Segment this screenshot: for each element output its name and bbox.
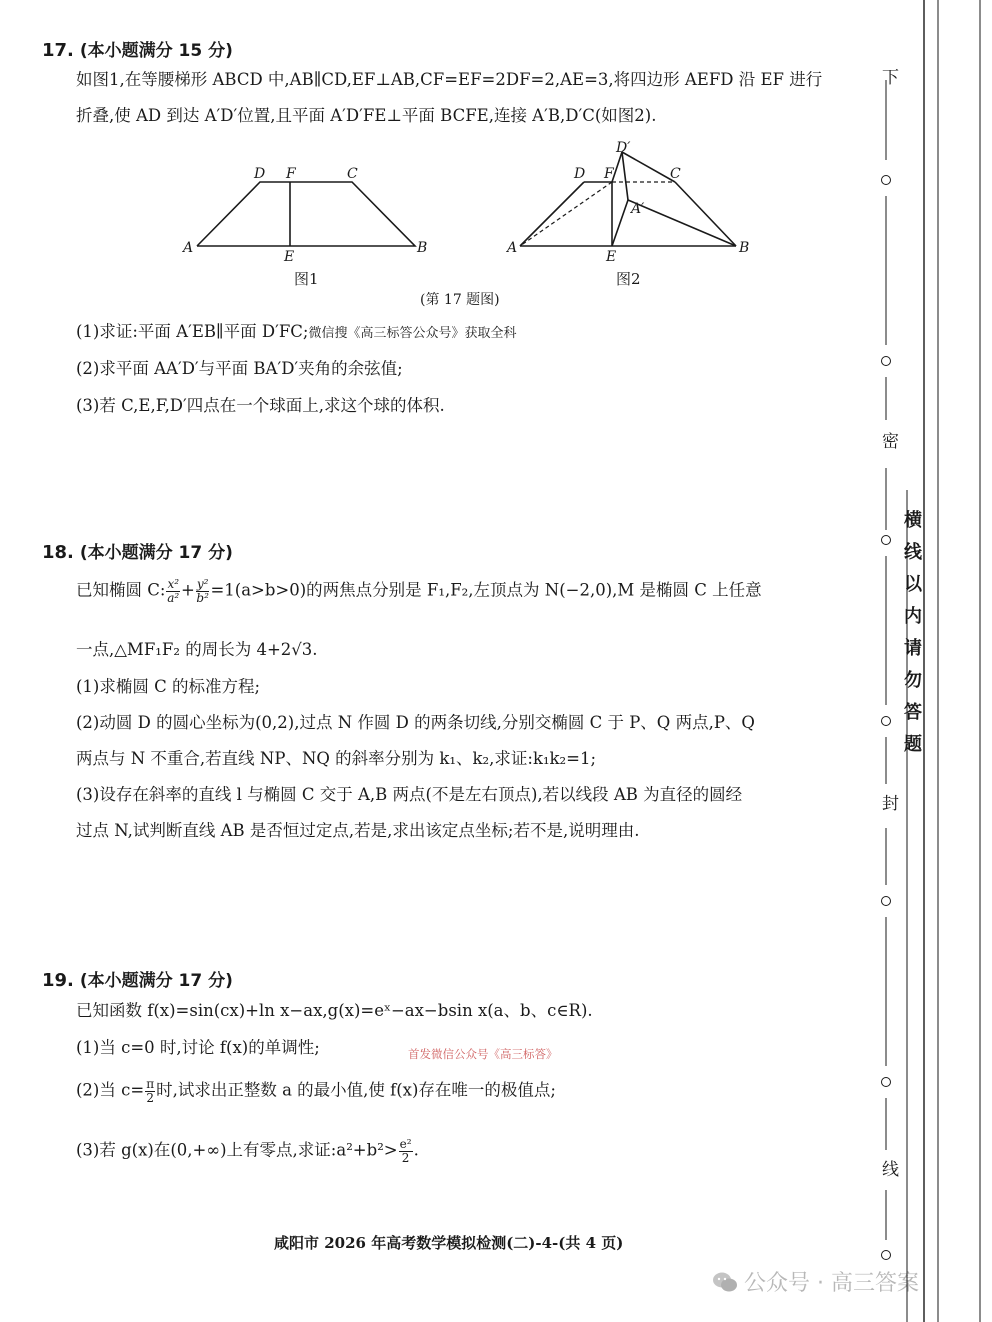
q19-part2-start: (2)当 c= xyxy=(76,1080,145,1100)
q18-part2-line2: 两点与 N 不重合,若直线 NP、NQ 的斜率分别为 k₁、k₂,求证:k₁k₂=1; xyxy=(76,749,597,768)
q17-figure-caption: (第 17 题图) xyxy=(420,292,500,308)
q18-part2-line1: (2)动圆 D 的圆心坐标为(0,2),过点 N 作圆 D 的两条切线,分别交椭圆 C 于 P、Q 两点,P、Q xyxy=(76,713,755,732)
q18-frac-y-top: y² xyxy=(196,577,209,591)
q18-line1-end: =1(a>b>0)的两焦点分别是 F₁,F₂,左顶点为 N(−2,0),M 是椭圆 C 上任意 xyxy=(210,580,762,600)
q18-points: (本小题满分 17 分) xyxy=(79,543,233,563)
q19-part3-frac-top: e² xyxy=(399,1137,412,1151)
q17-number: 17. xyxy=(42,40,74,61)
q19-part1: (1)当 c=0 时,讨论 f(x)的单调性; xyxy=(76,1038,320,1057)
q17-part1-text: (1)求证:平面 A′EB∥平面 D′FC; xyxy=(76,322,309,341)
fig1-label-B: B xyxy=(417,240,428,256)
fig1-label-F: F xyxy=(286,166,296,182)
fig2-label-A: A xyxy=(507,240,518,256)
fig1-label-D: D xyxy=(254,166,266,182)
q19-part3-start: (3)若 g(x)在(0,+∞)上有零点,求证:a²+b²> xyxy=(76,1140,398,1160)
q19-part2-end: 时,试求出正整数 a 的最小值,使 f(x)存在唯一的极值点; xyxy=(156,1080,556,1100)
fig2-label-Aprime: A′ xyxy=(631,201,645,217)
q19-line1: 已知函数 f(x)=sin(cx)+ln x−ax,g(x)=eˣ−ax−bsin x(a、b、c∈R). xyxy=(76,1001,593,1020)
q19-heading xyxy=(42,966,233,991)
q18-frac-x-bot: a² xyxy=(167,590,180,605)
q19-points: (本小题满分 17 分) xyxy=(79,971,233,991)
binding-char-xian: 线 xyxy=(878,1160,898,1177)
q18-part3-line2: 过点 N,试判断直线 AB 是否恒过定点,若是,求出该定点坐标;若不是,说明理由. xyxy=(76,821,640,840)
q19-part3-frac xyxy=(399,1138,413,1164)
q19-part2-frac-bot: 2 xyxy=(146,1090,154,1105)
q17-part1-note: 微信搜《高三标答公众号》获取全科 xyxy=(308,326,517,341)
binding-char-feng: 封 xyxy=(878,794,898,811)
q17-figure-2 xyxy=(500,138,762,264)
binding-char-mi: 密 xyxy=(878,432,898,449)
q18-frac-y xyxy=(196,578,210,604)
page-footer: 咸阳市 2026 年高考数学模拟检测(二)-4-(共 4 页) xyxy=(274,1234,624,1252)
q17-figure-1 xyxy=(180,162,430,264)
q19-part3-frac-bot: 2 xyxy=(401,1150,410,1165)
q19-part2-frac xyxy=(145,1078,155,1104)
q19-red-note: 首发微信公众号《高三标答》 xyxy=(408,1047,558,1061)
q17-intro-line2: 折叠,使 AD 到达 A′D′位置,且平面 A′D′FE⊥平面 BCFE,连接 A′B,D′C(如图2). xyxy=(76,106,657,125)
fig2-label-E: E xyxy=(606,249,617,264)
q18-line1-start: 已知椭圆 C: xyxy=(76,580,166,600)
fig2-label-B: B xyxy=(739,240,750,256)
wechat-icon xyxy=(712,1271,738,1293)
fig2-label-Dprime: D′ xyxy=(616,140,631,156)
q17-intro-line1: 如图1,在等腰梯形 ABCD 中,AB∥CD,EF⊥AB,CF=EF=2DF=2,AE=3,将四边形 AEFD 沿 EF 进行 xyxy=(76,70,823,89)
q19-part2-frac-top: π xyxy=(146,1077,155,1091)
q18-frac-x-top: x² xyxy=(167,577,180,591)
fig2-caption: 图2 xyxy=(616,270,641,288)
q18-frac-x xyxy=(166,578,180,604)
q17-heading xyxy=(42,36,233,61)
q18-part1: (1)求椭圆 C 的标准方程; xyxy=(76,677,261,696)
fig2-label-F: F xyxy=(604,166,614,182)
fig1-label-C: C xyxy=(347,166,358,182)
q19-part3-end: . xyxy=(413,1140,419,1160)
fig1-caption: 图1 xyxy=(294,270,319,288)
q19-part3 xyxy=(76,1138,419,1164)
fig2-label-C: C xyxy=(670,166,681,182)
q18-frac-y-bot: b² xyxy=(196,590,209,605)
q18-line2: 一点,△MF₁F₂ 的周长为 4+2√3. xyxy=(76,640,318,659)
watermark-text: 公众号 · 高三答案 xyxy=(744,1271,919,1296)
q17-part2: (2)求平面 AA′D′与平面 BA′D′夹角的余弦值; xyxy=(76,359,403,378)
fig2-label-D: D xyxy=(574,166,586,182)
fig1-label-E: E xyxy=(284,249,295,264)
q17-part3: (3)若 C,E,F,D′四点在一个球面上,求这个球的体积. xyxy=(76,396,445,415)
q18-line1 xyxy=(76,578,762,604)
q19-part2 xyxy=(76,1078,556,1104)
binding-char-xia: 下 xyxy=(878,68,898,85)
q17-part1 xyxy=(76,322,517,342)
q18-part3-line1: (3)设存在斜率的直线 l 与椭圆 C 交于 A,B 两点(不是左右顶点),若以线段 AB 为直径的圆经 xyxy=(76,785,743,804)
q18-plus: + xyxy=(181,580,195,600)
q19-number: 19. xyxy=(42,970,74,991)
binding-notice: 横线以内请勿答题 xyxy=(901,510,922,766)
q17-points: (本小题满分 15 分) xyxy=(79,41,233,61)
fig1-label-A: A xyxy=(183,240,194,256)
q18-heading xyxy=(42,538,233,563)
q18-number: 18. xyxy=(42,542,74,563)
